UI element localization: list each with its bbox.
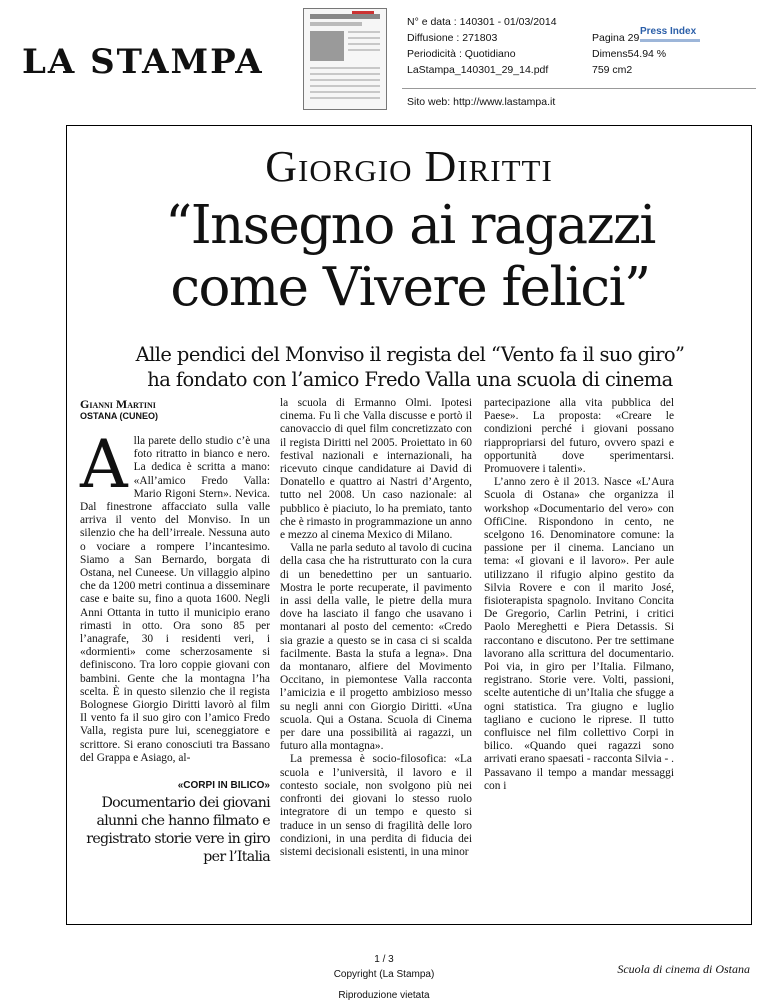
drop-cap: A <box>80 426 128 503</box>
masthead-logo: LA STAMPA <box>22 42 264 82</box>
paragraph: la scuola di Ermanno Olmi. Ipotesi cinema. Fu lì che Valla discusse e portò il canovaccio di quel film concretizzato con il regista Diritti nel 2005. Proiettato in 60 festival nazionali e internazionali, ha ricevuto cinque candidature ai David di Donatello e quattro ai Nastri d’Argento, tutto nel 2008. Un caso nazionale: al pubblico è piaciuto, lo ha premiato, tanto che è rimasto in programmazione un anno e mezzo al cinema Mexico di Milano. <box>280 397 472 542</box>
meta-line: Periodicità : Quotidiano <box>407 48 516 60</box>
meta-line: Dimens54.94 % <box>592 48 667 60</box>
column-text: lla parete dello studio c’è una foto ritratto in bianco e nero. La dedica è scritta a mano: «All’amico Fredo Valla: Mario Rigoni Stern». Nevica. Dal finestrone affacciato sulla valle arriva il vento del Monviso. In un silenzio che ha dell’irreale. Nessuna auto o vociare a rompere l’incantesimo. Siamo a San Bernardo, borgata di Ostana, nel Cuneese. Un villaggio alpino che da 1200 metri continua a disseminare case e baite su, fino a quota 1600. Negli Anni Ottanta in tutto il municipio erano rimasti in otto. Ora sono 85 per l’anagrafe, 30 i residenti veri, i «dormienti» come scherzosamente si definiscono. Tra loro coppie giovani con bambini. Gente che la montagna l’ha scelta. È in questo silenzio che il regista Bolognese Giorgio Diritti lavorò al film Il vento fa il suo giro con l’amico Fredo Valla, regista pure lui, sceneggiatore e scrittore. Si erano conosciuti tra Bassano del Grappa e Asiago, al- <box>80 435 270 764</box>
reproduction-notice: Riproduzione vietata <box>338 990 430 1001</box>
dateline-place: OSTANA (CUNEO) <box>80 411 158 421</box>
page-footer <box>300 952 468 1003</box>
meta-line: 759 cm2 <box>592 64 633 76</box>
headline-line: come Vivere felici” <box>170 257 650 318</box>
article-column-3 <box>484 397 674 793</box>
page-metadata <box>592 30 666 78</box>
paragraph: L’anno zero è il 2013. Nasce «L’Aura Scuola di Ostana» che organizza il workshop «Documentario del vero» con OffiCine. Rispondono in cento, ne scelgono 16. Denominatore comune: la passione per il cinema. Lanciano un tema: «I giovani e il lavoro». Per aule utilizzano il rifugio alpino gestito da Silvia Rovere e con il marito José, fisioterapista spagnolo. Invitano Concita De Gregorio, Carlin Petrini, i critici Paolo Mereghetti e Piera Detassis. Si raccontano e discutono. Per tre settimane lavorano alla scrittura del documentario. Poi via, in giro per l’Italia. Filmano, registrano. Storie vere. Volti, passioni, scelte autentiche di un’Italia che sfugge a ogni statistica. Tra giugno e luglio tagliano e cuciono le riprese. Il tutto confluisce nel film collettivo Corpi in bilico. «Quando quei ragazzi sono arrivati erano spaesati - racconta Silvia - . Passavano il tempo a mandar messaggi con i <box>484 476 674 792</box>
meta-line: Pagina 29 <box>592 32 640 44</box>
subhead-line: ha fondato con l’amico Fredo Valla una scuola di cinema <box>147 368 673 391</box>
website-link[interactable]: Sito web: http://www.lastampa.it <box>407 96 556 108</box>
meta-line: N° e data : 140301 - 01/03/2014 <box>407 16 557 28</box>
page-number: 1 / 3 <box>374 954 394 965</box>
meta-line: Diffusione : 271803 <box>407 32 498 44</box>
byline <box>80 398 270 422</box>
headline-line: “Insegno ai ragazzi <box>165 195 655 256</box>
subhead-line: Alle pendici del Monviso il regista del “Vento fa il suo giro” <box>135 343 685 366</box>
copyright-notice: Copyright (La Stampa) <box>333 969 435 980</box>
pull-quote-kicker: «CORPI IN BILICO» <box>177 780 270 791</box>
meta-line: LaStampa_140301_29_14.pdf <box>407 64 549 76</box>
article-headline <box>70 195 750 319</box>
publication-metadata <box>407 14 557 78</box>
author-name: Gianni Martini <box>80 397 156 411</box>
paragraph: La premessa è socio-filosofica: «La scuola e l’università, il lavoro e il contesto sociale, non svolgono più nei confronti dei giovani lo stesso ruolo integratore di un tempo e questo si traduce in un senso di fragilità delle loro condizioni, in una perdita di fiducia dei sistemi decisionali esistenti, in una minor <box>280 753 472 858</box>
paragraph: partecipazione alla vita pubblica del Paese». La proposta: «Creare le condizioni perché i giovani possano riappropriarsi del futuro, ovvero spazi e opportunità dove sperimentarsi. Promuovere i talenti». <box>484 397 674 476</box>
pull-quote: Documentario dei giovani alunni che hanno filmato e registrato storie vere in giro per l’Italia <box>86 795 270 865</box>
article-subheadline <box>70 342 750 392</box>
article-column-2 <box>280 397 472 859</box>
page-thumbnail <box>303 8 387 110</box>
logo-bar <box>640 39 700 42</box>
press-index-logo: Press Index <box>640 26 697 37</box>
article-column-1 <box>80 426 270 770</box>
paragraph: Valla ne parla seduto al tavolo di cucina della casa che ha ristrutturato con la cura di un benedettino per un santuario. Mostra le porte recuperate, il pavimento in assi della valle, le pietre della mura dove ha lasciato il fango che usavano i montanari al posto del cemento: «Credo sia grazie a questo se in casa ci si scalda facilmente. Basta la stufa a legna». Dna da montanaro, alfiere del Movimento Occitano, in piemontese Valla racconta l’amicizia e il progetto ambizioso messo su negli anni con Giorgio Diritti. «Una scuola. Qui a Ostana. Scuola di Cinema per dare una possibilità ai ragazzi, un futuro alla montagna». <box>280 542 472 753</box>
article-caption: Scuola di cinema di Ostana <box>617 962 750 976</box>
article-name-heading: Giorgio Diritti <box>265 142 553 191</box>
header-divider <box>402 88 756 89</box>
